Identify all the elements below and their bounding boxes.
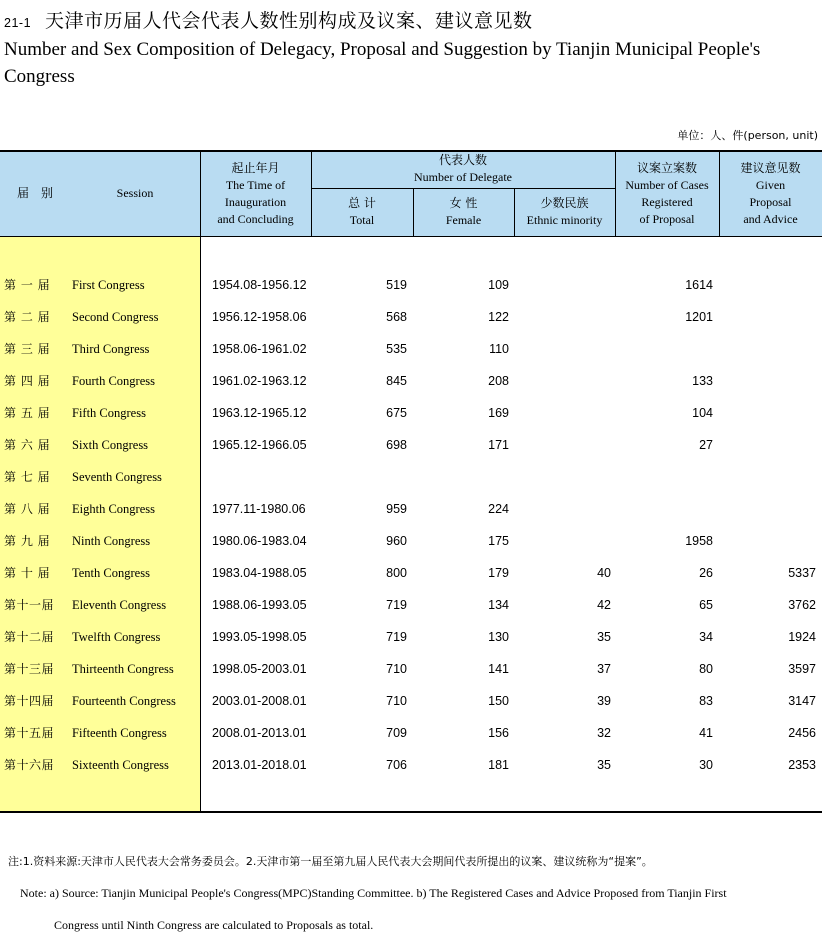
row-ethnic: 35 (597, 630, 611, 644)
row-female: 156 (488, 726, 509, 740)
row-session-cn: 第 二 届 (4, 310, 51, 324)
row-session-en: First Congress (72, 278, 145, 292)
row-proposal: 1201 (685, 310, 713, 324)
row-total: 535 (386, 342, 407, 356)
row-session-en: Eleventh Congress (72, 598, 167, 612)
table-row (0, 557, 822, 589)
row-ethnic: 32 (597, 726, 611, 740)
row-proposal: 80 (699, 662, 713, 676)
row-time: 1956.12-1958.06 (212, 310, 307, 324)
row-time: 1983.04-1988.05 (212, 566, 307, 580)
row-session-cn: 第十二届 (4, 630, 55, 644)
header-proposal: 议案立案数 Number of Cases Registered of Proposal (625, 161, 709, 226)
page-title-cn (4, 6, 533, 33)
row-ethnic: 35 (597, 758, 611, 772)
note-en-line1: Note: a) Source: Tianjin Municipal People's Congress(MPC)Standing Committee. b) The Registered Cases and Advice Proposed from Tianjin First (20, 886, 727, 900)
row-session-en: Third Congress (72, 342, 150, 356)
table-row (0, 589, 822, 621)
table-bottom-rule (0, 811, 822, 813)
table-row (0, 653, 822, 685)
row-female: 130 (488, 630, 509, 644)
table-row (0, 749, 822, 781)
table-row (0, 333, 822, 365)
row-total: 709 (386, 726, 407, 740)
row-advice: 2456 (788, 726, 816, 740)
row-time: 1965.12-1966.05 (212, 438, 307, 452)
row-female: 169 (488, 406, 509, 420)
row-total: 710 (386, 662, 407, 676)
row-proposal: 1614 (685, 278, 713, 292)
row-proposal: 133 (692, 374, 713, 388)
row-session-cn: 第十六届 (4, 758, 55, 772)
row-session-en: Sixteenth Congress (72, 758, 169, 772)
row-proposal: 30 (699, 758, 713, 772)
row-session-en: Fifteenth Congress (72, 726, 167, 740)
row-advice: 3147 (788, 694, 816, 708)
row-session-cn: 第 一 届 (4, 278, 51, 292)
row-ethnic: 37 (597, 662, 611, 676)
note-en-line2: Congress until Ninth Congress are calculated to Proposals as total. (54, 918, 374, 932)
row-ethnic: 40 (597, 566, 611, 580)
row-total: 710 (386, 694, 407, 708)
row-session-en: Fourteenth Congress (72, 694, 176, 708)
page-title-en: Number and Sex Composition of Delegacy, Proposal and Suggestion by Tianjin Municipal People's Congress (4, 39, 761, 87)
row-advice: 5337 (788, 566, 816, 580)
row-session-cn: 第 四 届 (4, 374, 51, 388)
row-advice: 1924 (788, 630, 816, 644)
table-row (0, 621, 822, 653)
row-total: 706 (386, 758, 407, 772)
header-ethnic: 少数民族 Ethnic minority (526, 196, 603, 227)
note-cn: 注:1.资料来源:天津市人民代表大会常务委员会。2.天津市第一届至第九届人民代表大会期间代表所提出的议案、建议统称为“提案”。 (8, 855, 653, 868)
row-total: 845 (386, 374, 407, 388)
row-total: 675 (386, 406, 407, 420)
row-session-en: Thirteenth Congress (72, 662, 174, 676)
row-proposal: 26 (699, 566, 713, 580)
row-total: 800 (386, 566, 407, 580)
row-session-cn: 第十五届 (4, 726, 55, 740)
row-session-en: Fourth Congress (72, 374, 155, 388)
row-session-en: Ninth Congress (72, 534, 151, 548)
header-total: 总 计 Total (348, 196, 376, 227)
table-number: 21-1 (4, 16, 32, 30)
row-session-cn: 第 六 届 (4, 438, 51, 452)
row-female: 208 (488, 374, 509, 388)
row-time: 2013.01-2018.01 (212, 758, 307, 772)
header-session-en: Session (116, 186, 154, 200)
row-advice: 2353 (788, 758, 816, 772)
row-session-cn: 第十一届 (4, 598, 55, 612)
row-total: 959 (386, 502, 407, 516)
table-row (0, 269, 822, 301)
header-session-cn: 届 别 (16, 186, 53, 200)
row-proposal: 41 (699, 726, 713, 740)
row-session-en: Fifth Congress (72, 406, 146, 420)
row-time: 1963.12-1965.12 (212, 406, 307, 420)
row-total: 960 (386, 534, 407, 548)
row-female: 122 (488, 310, 509, 324)
row-female: 109 (488, 278, 509, 292)
unit-label: 单位：人、件(person, unit) (677, 129, 818, 142)
row-proposal: 104 (692, 406, 713, 420)
row-session-cn: 第十三届 (4, 662, 55, 676)
table-row (0, 301, 822, 333)
row-ethnic: 39 (597, 694, 611, 708)
row-female: 171 (488, 438, 509, 452)
row-total: 568 (386, 310, 407, 324)
row-female: 181 (488, 758, 509, 772)
row-proposal: 65 (699, 598, 713, 612)
row-total: 719 (386, 598, 407, 612)
title-cn-text: 天津市历届人代会代表人数性别构成及议案、建议意见数 (45, 10, 533, 32)
row-female: 141 (488, 662, 509, 676)
row-advice: 3762 (788, 598, 816, 612)
header-advice: 建议意见数 Given Proposal and Advice (740, 161, 801, 226)
row-female: 134 (488, 598, 509, 612)
data-table (0, 150, 822, 812)
row-time: 1980.06-1983.04 (212, 534, 307, 548)
table-row (0, 685, 822, 717)
row-session-cn: 第 九 届 (4, 534, 51, 548)
row-time: 1961.02-1963.12 (212, 374, 307, 388)
row-ethnic: 42 (597, 598, 611, 612)
header-time: 起止年月 The Time of Inauguration and Concluding (217, 161, 294, 226)
header-bottom-rule (0, 236, 822, 237)
row-time: 2008.01-2013.01 (212, 726, 307, 740)
row-proposal: 34 (699, 630, 713, 644)
row-time: 1958.06-1961.02 (212, 342, 307, 356)
row-total: 698 (386, 438, 407, 452)
table-row (0, 493, 822, 525)
row-time: 1954.08-1956.12 (212, 278, 307, 292)
header-delegate-group: 代表人数 Number of Delegate (414, 153, 512, 184)
table-row (0, 525, 822, 557)
row-session-en: Twelfth Congress (72, 630, 161, 644)
row-time: 1977.11-1980.06 (212, 502, 306, 516)
table-row (0, 365, 822, 397)
row-time: 2003.01-2008.01 (212, 694, 307, 708)
row-time: 1988.06-1993.05 (212, 598, 307, 612)
row-session-cn: 第 七 届 (4, 470, 51, 484)
row-session-en: Seventh Congress (72, 470, 162, 484)
row-session-en: Tenth Congress (72, 566, 150, 580)
row-female: 110 (489, 342, 509, 356)
row-session-cn: 第 十 届 (4, 566, 51, 580)
row-total: 519 (386, 278, 407, 292)
delegate-group-rule (311, 188, 615, 189)
row-session-en: Eighth Congress (72, 502, 155, 516)
row-session-cn: 第 三 届 (4, 342, 51, 356)
row-female: 150 (488, 694, 509, 708)
row-advice: 3597 (788, 662, 816, 676)
row-female: 179 (488, 566, 509, 580)
header-female: 女 性 Female (445, 196, 482, 227)
row-proposal: 83 (699, 694, 713, 708)
row-proposal: 1958 (685, 534, 713, 548)
row-proposal: 27 (699, 438, 713, 452)
table-row (0, 717, 822, 749)
table-row (0, 397, 822, 429)
row-time: 1998.05-2003.01 (212, 662, 307, 676)
row-female: 224 (488, 502, 509, 516)
row-time: 1993.05-1998.05 (212, 630, 307, 644)
table-row (0, 429, 822, 461)
row-session-en: Sixth Congress (72, 438, 149, 452)
row-session-en: Second Congress (72, 310, 159, 324)
row-female: 175 (488, 534, 509, 548)
row-total: 719 (386, 630, 407, 644)
row-session-cn: 第十四届 (4, 694, 55, 708)
row-session-cn: 第 八 届 (4, 502, 51, 516)
table-row (0, 461, 822, 493)
row-session-cn: 第 五 届 (4, 406, 51, 420)
